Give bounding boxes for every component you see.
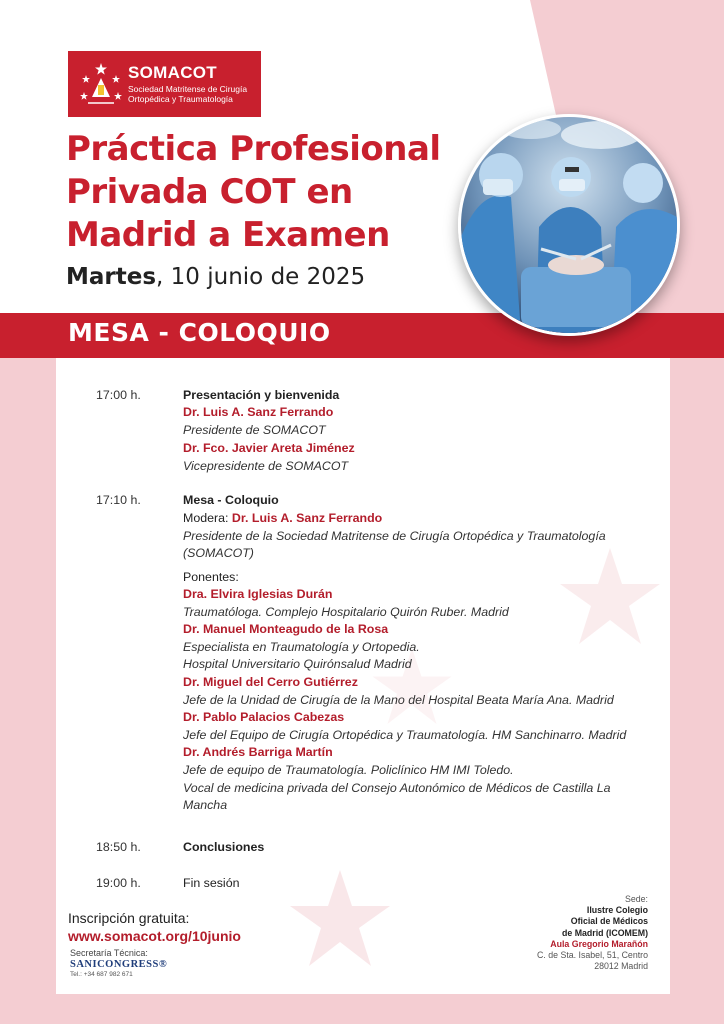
moderator-label: Modera:	[183, 511, 232, 525]
title-line: Práctica Profesional	[66, 129, 441, 169]
speaker-role: Jefe del Equipo de Cirugía Ortopédica y Traumatología. HM Sanchinarro. Madrid	[183, 728, 627, 742]
venue-name: Oficial de Médicos	[570, 916, 648, 927]
moderator-line	[183, 511, 382, 525]
session-time: 18:50 h.	[96, 840, 141, 854]
speaker-name: Dr. Fco. Javier Areta Jiménez	[183, 441, 355, 455]
session-heading: Fin sesión	[183, 876, 240, 890]
moderator-role: (SOMACOT)	[183, 546, 254, 560]
registration-label: Inscripción gratuita:	[68, 910, 190, 926]
secretariat-phone: Tel.: +34 687 982 671	[70, 971, 133, 978]
speaker-role: Vocal de medicina privada del Consejo Autonómico de Médicos de Castilla La	[183, 781, 611, 795]
session-heading: Presentación y bienvenida	[183, 388, 340, 402]
venue-label: Sede:	[625, 894, 648, 904]
speaker-name: Dr. Pablo Palacios Cabezas	[183, 710, 345, 724]
technical-secretariat	[70, 948, 167, 978]
banner-title: MESA - COLOQUIO	[68, 318, 331, 347]
speaker-name: Dr. Luis A. Sanz Ferrando	[183, 405, 334, 419]
session-heading: Conclusiones	[183, 840, 265, 854]
speaker-role: Traumatóloga. Complejo Hospitalario Quirón Ruber. Madrid	[183, 605, 509, 619]
speaker-name: Dra. Elvira Iglesias Durán	[183, 587, 333, 601]
session-time: 17:00 h.	[96, 388, 141, 402]
speaker-role: Jefe de la Unidad de Cirugía de la Mano del Hospital Beata María Ana. Madrid	[183, 693, 614, 707]
registration-link[interactable]: www.somacot.org/10junio	[68, 928, 241, 944]
secretariat-label: Secretaría Técnica:	[70, 948, 148, 958]
registration-block	[68, 910, 241, 944]
speaker-role: Mancha	[183, 798, 228, 812]
venue-address: 28012 Madrid	[594, 961, 648, 972]
title-line: Madrid a Examen	[66, 215, 390, 255]
date-rest: , 10 junio de 2025	[156, 264, 366, 290]
venue-address: C. de Sta. Isabel, 51, Centro	[536, 950, 648, 961]
session-heading: Mesa - Coloquio	[183, 493, 279, 507]
speaker-name: Dr. Andrés Barriga Martín	[183, 745, 333, 759]
speaker-name: Dr. Miguel del Cerro Gutiérrez	[183, 675, 358, 689]
session-time: 17:10 h.	[96, 493, 141, 507]
moderator-name: Dr. Luis A. Sanz Ferrando	[231, 511, 383, 525]
session-time: 19:00 h.	[96, 876, 141, 890]
speaker-role: Presidente de SOMACOT	[183, 423, 326, 437]
title-line: Privada COT en	[66, 172, 353, 212]
speaker-name: Dr. Manuel Monteagudo de la Rosa	[183, 622, 389, 636]
venue-block	[537, 894, 648, 972]
logo-name: SOMACOT	[128, 63, 217, 82]
moderator-role: Presidente de la Sociedad Matritense de Cirugía Ortopédica y Traumatología	[183, 529, 606, 543]
speaker-role: Vicepresidente de SOMACOT	[183, 459, 349, 473]
sanicongress-logo: SANICONGRESS®	[70, 959, 168, 970]
venue-name: Ilustre Colegio	[586, 905, 648, 916]
date-weekday: Martes	[66, 264, 157, 290]
speakers-label: Ponentes:	[183, 570, 239, 584]
logo-subtitle: Sociedad Matritense de Cirugía Ortopédica y Traumatología	[128, 84, 248, 104]
speaker-role: Hospital Universitario Quirónsalud Madrid	[183, 657, 412, 671]
speaker-role: Jefe de equipo de Traumatología. Policlínico HM IMI Toledo.	[183, 763, 514, 777]
venue-room: Aula Gregorio Marañón	[550, 938, 648, 949]
venue-name: de Madrid (ICOMEM)	[561, 927, 648, 938]
speaker-role: Especialista en Traumatología y Ortopedia.	[183, 640, 420, 654]
